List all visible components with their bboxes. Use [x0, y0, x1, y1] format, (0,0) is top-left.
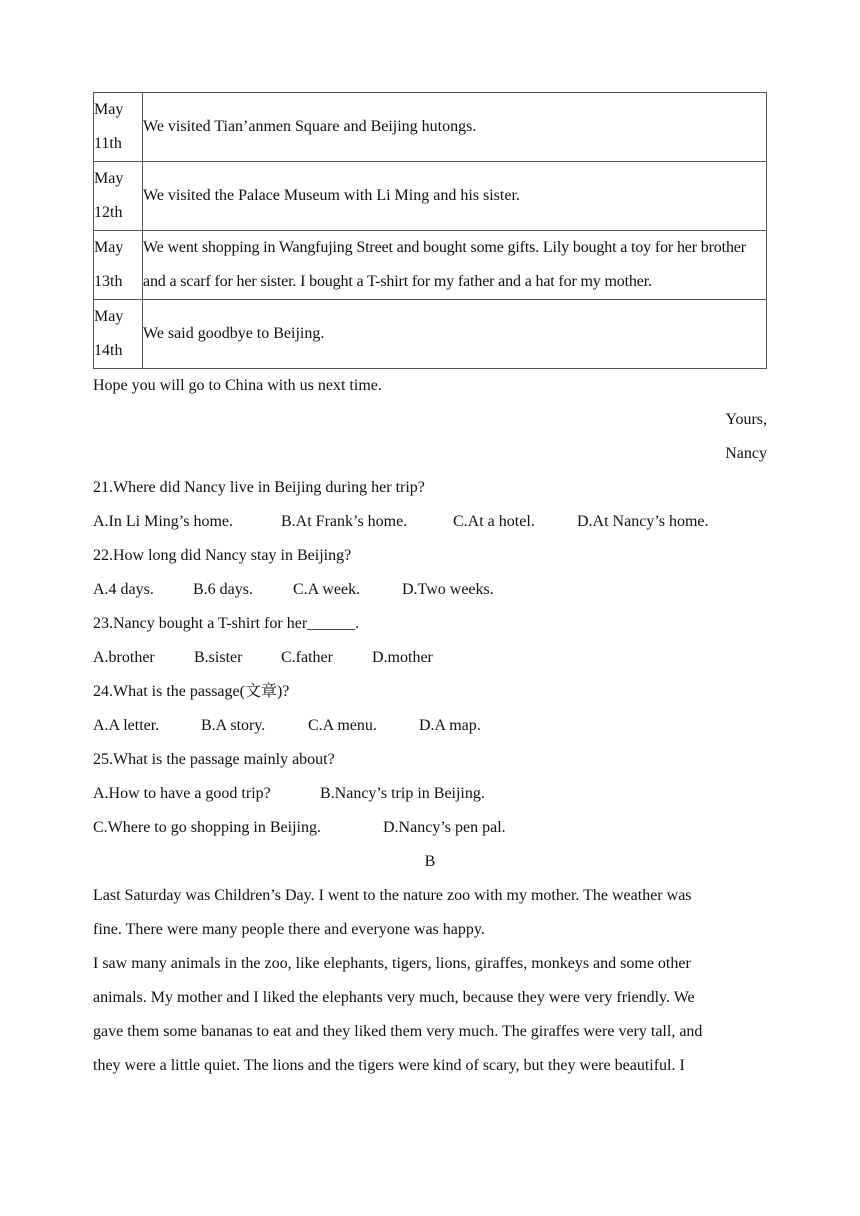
passage-line: they were a little quiet. The lions and the tigers were kind of scary, but they were beautiful. I [93, 1057, 685, 1074]
date-cell [94, 162, 143, 231]
letter-signature: Nancy [725, 445, 767, 462]
section-heading: B [424, 853, 436, 870]
event-cell: We said goodbye to Beijing. [143, 300, 767, 369]
date-cell [94, 300, 143, 369]
passage-line: I saw many animals in the zoo, like elephants, tigers, lions, giraffes, monkeys and some other [93, 955, 691, 972]
answer-options [93, 811, 767, 845]
answer-options [93, 777, 767, 811]
answer-options [93, 505, 767, 539]
letter-closing-line: Hope you will go to China with us next time. [93, 377, 382, 394]
date-day: 11th [94, 135, 122, 152]
date-month: May [94, 101, 124, 118]
question-stem: 25.What is the passage mainly about? [93, 751, 335, 768]
option-d[interactable]: D.A map. [419, 717, 481, 734]
table-row [94, 93, 767, 162]
option-c[interactable]: C.At a hotel. [453, 513, 535, 530]
date-day: 13th [94, 273, 123, 290]
option-c[interactable]: C.father [281, 649, 333, 666]
option-a[interactable]: A.brother [93, 649, 155, 666]
date-month: May [94, 170, 124, 187]
passage-paragraph [93, 879, 767, 947]
option-b[interactable]: B.At Frank’s home. [281, 513, 408, 530]
question-25 [93, 743, 767, 845]
question-23 [93, 607, 767, 675]
table-row [94, 300, 767, 369]
option-b[interactable]: B.Nancy’s trip in Beijing. [320, 785, 485, 802]
question-stem: 24.What is the passage(文章)? [93, 683, 290, 700]
date-cell [94, 93, 143, 162]
option-a[interactable]: A.How to have a good trip? [93, 785, 271, 802]
passage-line: gave them some bananas to eat and they liked them very much. The giraffes were very tall, and [93, 1023, 703, 1040]
document-page [93, 92, 767, 1083]
question-22 [93, 539, 767, 607]
option-b[interactable]: B.A story. [201, 717, 266, 734]
letter-signoff: Yours, [725, 411, 767, 428]
passage-line: fine. There were many people there and everyone was happy. [93, 921, 485, 938]
event-cell: We went shopping in Wangfujing Street and bought some gifts. Lily bought a toy for her brother and a scarf for her sister. I bought a T-shirt for my father and a hat for my mother. [143, 231, 767, 300]
option-a[interactable]: A.4 days. [93, 581, 154, 598]
option-d[interactable]: D.Two weeks. [402, 581, 494, 598]
question-stem: 21.Where did Nancy live in Beijing during her trip? [93, 479, 425, 496]
passage-line: Last Saturday was Children’s Day. I went to the nature zoo with my mother. The weather was [93, 887, 692, 904]
trip-diary-table [93, 92, 767, 369]
question-21 [93, 471, 767, 539]
passage-paragraph [93, 947, 767, 1083]
question-stem: 22.How long did Nancy stay in Beijing? [93, 547, 352, 564]
event-cell: We visited the Palace Museum with Li Ming and his sister. [143, 162, 767, 231]
option-b[interactable]: B.6 days. [193, 581, 253, 598]
option-c[interactable]: C.A menu. [308, 717, 377, 734]
answer-options [93, 641, 767, 675]
date-month: May [94, 239, 124, 256]
option-d[interactable]: D.Nancy’s pen pal. [383, 819, 506, 836]
table-row [94, 162, 767, 231]
question-stem: 23.Nancy bought a T-shirt for her______. [93, 615, 360, 632]
answer-options [93, 573, 767, 607]
question-24 [93, 675, 767, 743]
option-d[interactable]: D.mother [372, 649, 433, 666]
option-a[interactable]: A.In Li Ming’s home. [93, 513, 233, 530]
date-day: 12th [94, 204, 123, 221]
option-d[interactable]: D.At Nancy’s home. [577, 513, 709, 530]
option-a[interactable]: A.A letter. [93, 717, 160, 734]
date-day: 14th [94, 342, 123, 359]
option-c[interactable]: C.Where to go shopping in Beijing. [93, 819, 321, 836]
option-c[interactable]: C.A week. [293, 581, 361, 598]
option-b[interactable]: B.sister [194, 649, 243, 666]
table-row [94, 231, 767, 300]
passage-line: animals. My mother and I liked the elephants very much, because they were very friendly. We [93, 989, 695, 1006]
date-month: May [94, 308, 124, 325]
event-cell: We visited Tian’anmen Square and Beijing hutongs. [143, 93, 767, 162]
date-cell [94, 231, 143, 300]
answer-options [93, 709, 767, 743]
